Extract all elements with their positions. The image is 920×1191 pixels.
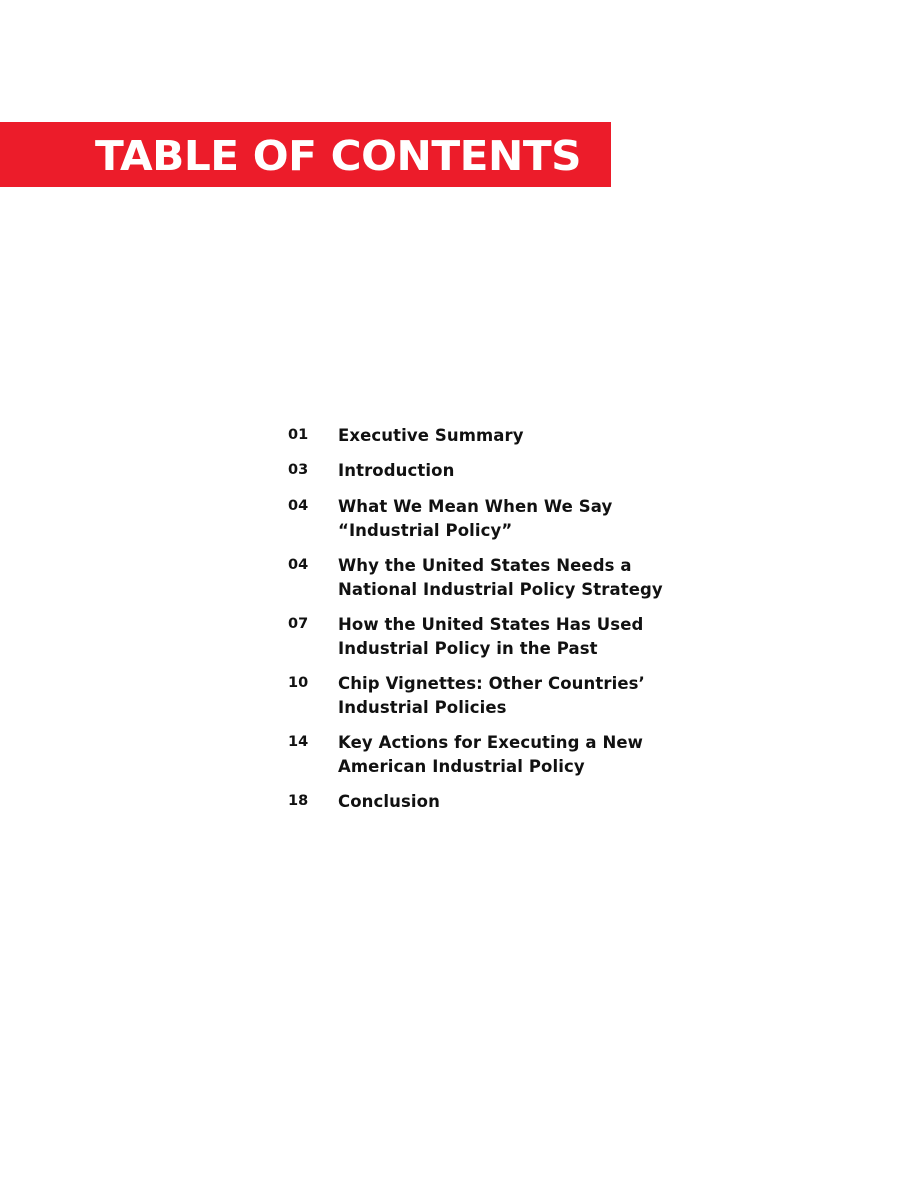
- toc-entry-key-actions[interactable]: [288, 731, 688, 778]
- toc-entry-executive-summary[interactable]: [288, 424, 688, 448]
- toc-page-number: 03: [288, 461, 309, 478]
- toc-entry-title: [338, 495, 612, 542]
- toc-entry-title-line: Executive Summary: [338, 426, 524, 445]
- toc-entry-title-line: Industrial Policy in the Past: [338, 638, 598, 658]
- toc-page-number: 18: [288, 793, 309, 809]
- toc-entry-title-line: Introduction: [338, 460, 455, 480]
- toc-entry-title: [338, 672, 645, 719]
- toc-entry-title-line: Chip Vignettes: Other Countries’: [338, 674, 645, 693]
- toc-entry-title: [338, 613, 643, 660]
- toc-page-number: 01: [288, 427, 309, 443]
- toc-entry-title-line: Why the United States Needs a: [338, 556, 632, 575]
- toc-entry-how-united-states-used[interactable]: [288, 613, 688, 660]
- toc-entry-title-line: How the United States Has Used: [338, 615, 644, 634]
- toc-entry-what-we-mean[interactable]: [288, 495, 688, 542]
- toc-entry-chip-vignettes[interactable]: [288, 672, 688, 719]
- toc-entry-title: [338, 459, 454, 483]
- toc-entry-title: [338, 731, 643, 778]
- title-banner: [0, 122, 611, 187]
- toc-entry-title-line: American Industrial Policy: [338, 756, 585, 776]
- toc-page-number: 04: [288, 498, 309, 514]
- toc-entry-title-line: “Industrial Policy”: [338, 520, 513, 540]
- toc-entry-title: [338, 424, 524, 448]
- table-of-contents: [288, 424, 688, 814]
- toc-page-number: 10: [288, 675, 309, 691]
- toc-entry-introduction[interactable]: [288, 459, 688, 483]
- toc-page-number: 04: [288, 557, 309, 573]
- toc-entry-title-line: Key Actions for Executing a New: [338, 733, 644, 752]
- toc-entry-title-line: Conclusion: [338, 792, 440, 811]
- toc-page-number: 14: [288, 734, 309, 750]
- toc-entry-conclusion[interactable]: [288, 790, 688, 814]
- toc-entry-title: [338, 790, 440, 814]
- toc-entry-title-line: Industrial Policies: [338, 697, 507, 717]
- toc-page-number: 07: [288, 616, 309, 632]
- page-title: TABLE OF CONTENTS: [95, 132, 582, 180]
- toc-entry-title-line: What We Mean When We Say: [338, 497, 613, 516]
- toc-entry-title: [338, 554, 663, 601]
- toc-entry-title-line: National Industrial Policy Strategy: [338, 579, 663, 599]
- toc-entry-why-united-states-needs[interactable]: [288, 554, 688, 601]
